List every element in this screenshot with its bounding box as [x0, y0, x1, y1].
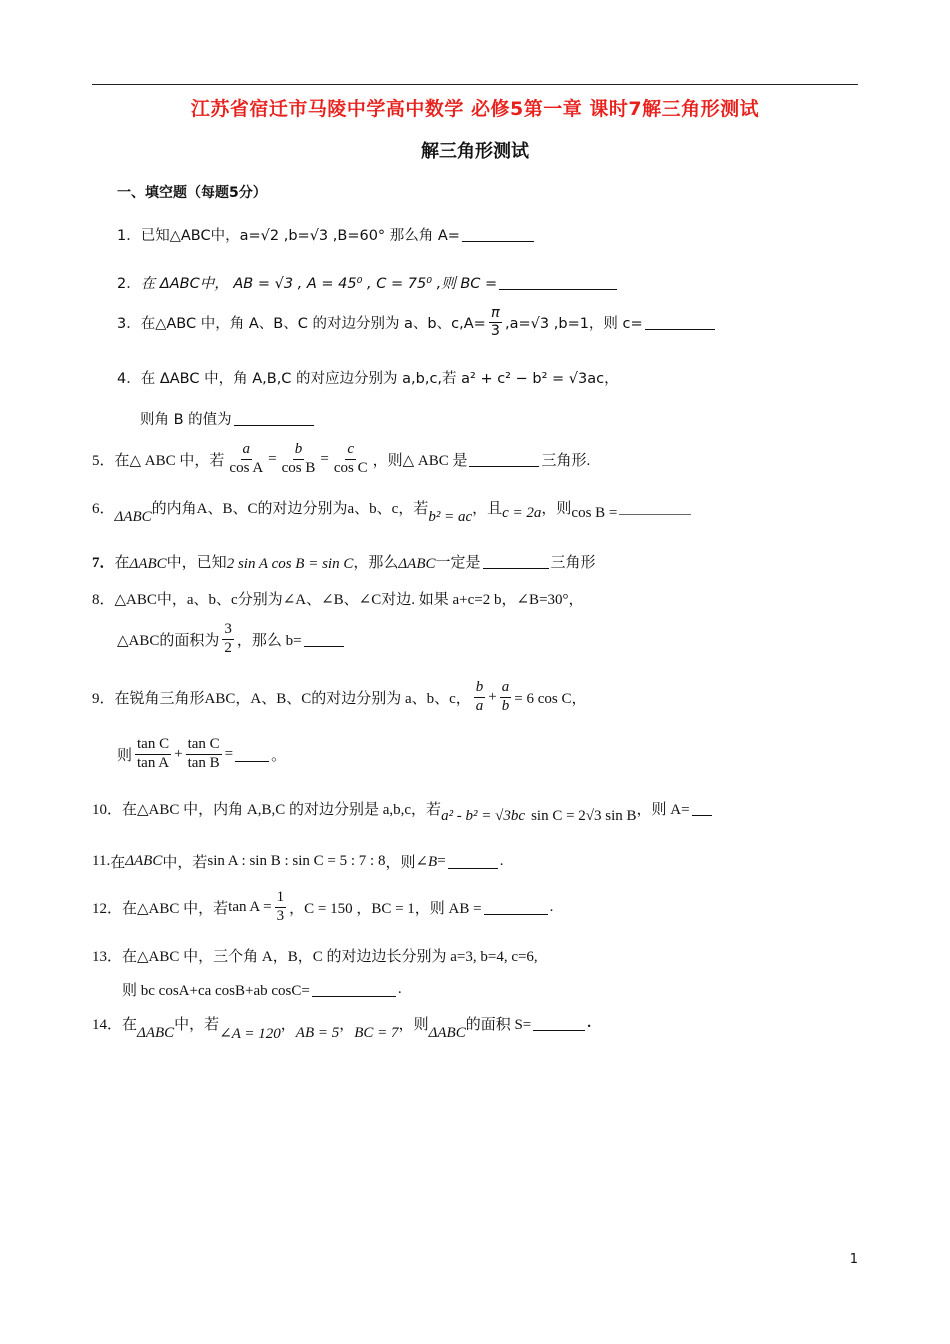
question-2	[117, 272, 619, 293]
question-text: 在 ΔABC 中，角 A,B,C 的对应边分别为 a,b,c,若 a² + c² − b² = √3ac，	[140, 371, 619, 387]
question-text-end: 三角形	[550, 555, 596, 571]
question-text: ，那么 b=	[236, 632, 302, 649]
question-text: 中，若	[174, 1017, 220, 1033]
question-text: ，那么	[353, 555, 399, 571]
answer-blank[interactable]	[645, 315, 715, 330]
question-text: ，则	[541, 501, 572, 517]
fraction-3-over-2: $\frac{3}{2}$	[224, 621, 232, 656]
fraction-1-over-3: $\frac{1}{3}$	[276, 889, 285, 924]
question-7	[92, 551, 596, 572]
question-number: 10．	[92, 802, 123, 818]
expression: sin C = 2√3 sin B	[531, 808, 637, 824]
triangle-abc: ΔABC	[398, 556, 436, 572]
fraction-c-cosC: $\frac{c}{\text{cos C}}$	[333, 441, 368, 476]
question-number: 12．	[92, 900, 123, 917]
expression: tan A =	[228, 898, 272, 915]
question-text: 一定是	[435, 555, 481, 571]
expression: 2 sin A cos B = sin C	[226, 556, 354, 572]
answer-blank[interactable]	[692, 801, 712, 816]
answer-blank[interactable]	[619, 500, 691, 515]
question-text: 的内角A、B、C的对边分别为a、b、c，若	[151, 501, 429, 517]
answer-blank[interactable]	[235, 747, 269, 762]
question-text-end: .	[499, 853, 504, 869]
answer-blank[interactable]	[533, 1016, 585, 1031]
question-text: 中，已知	[166, 555, 227, 571]
answer-blank[interactable]	[484, 900, 548, 915]
triangle-abc: ΔABC	[137, 1025, 175, 1041]
expression: a² - b² = √3bc	[441, 808, 526, 824]
question-text: = 6 cos C，	[514, 690, 587, 707]
expression: ∠A = 120	[219, 1026, 281, 1042]
question-1	[117, 224, 536, 245]
question-number: 4．	[117, 371, 141, 387]
expression: b² = ac	[428, 509, 473, 525]
document-subtitle: 解三角形测试	[421, 141, 529, 162]
question-text: 中，若	[162, 855, 208, 871]
question-11	[92, 851, 503, 872]
question-text: ，则 A=	[636, 802, 690, 818]
question-number: 3．	[117, 316, 141, 333]
question-text: ，则	[385, 855, 416, 871]
page-number: 1	[849, 1252, 858, 1267]
fraction-a-over-b: $\frac{a}{b}$	[501, 679, 510, 714]
fraction-a-cosA: $\frac{a}{\text{cos A}}$	[229, 441, 264, 476]
question-14: 14． 在 ΔABC 中，若 ∠A = 120 ， AB = 5 ， BC = 7 ，则 ΔABC 的面积 S= .	[92, 1015, 592, 1042]
question-number: 8．	[92, 592, 115, 608]
question-number: 7．	[92, 555, 115, 571]
question-text: 在△ABC 中，内角 A,B,C 的对边分别是 a,b,c，若	[122, 802, 442, 818]
question-number: 14．	[92, 1017, 123, 1033]
answer-blank[interactable]	[483, 554, 549, 569]
fraction-b-cosB: $\frac{b}{\text{cos B}}$	[281, 441, 316, 476]
question-text-end: 。	[271, 747, 287, 764]
answer-blank[interactable]	[312, 982, 396, 997]
question-text: ，且	[472, 501, 503, 517]
answer-blank[interactable]	[499, 275, 617, 290]
answer-blank[interactable]	[448, 854, 498, 869]
fraction-pi-over-3: $\frac{\pi}{3}$	[490, 305, 501, 340]
question-number: 2．	[117, 276, 141, 292]
question-text: 在△ABC 中，若	[122, 900, 229, 917]
question-text: 已知△ABC中，a=√2 ,b=√3 ,B=60° 那么角 A=	[140, 228, 460, 244]
question-number: 13．	[92, 949, 123, 965]
question-text-end: .	[587, 1015, 592, 1031]
question-number: 9．	[92, 690, 115, 707]
question-12	[92, 890, 553, 925]
question-4	[117, 367, 619, 388]
question-text: ，则△ ABC 是	[372, 452, 468, 469]
question-13	[92, 945, 538, 966]
question-text: 在锐角三角形ABC，A、B、C的对边分别为 a、b、c，	[114, 690, 471, 707]
question-text-end: .	[397, 981, 402, 997]
question-text: =	[437, 853, 446, 869]
expression: sin A : sin B : sin C = 5 : 7 : 8	[207, 853, 386, 869]
question-number: 5．	[92, 452, 115, 469]
question-8-line-2	[117, 622, 346, 657]
question-5: 5． 在△ ABC 中，若 $\frac{a}{\text{cos A}}$ = $\frac{b}{\text{cos B}}$ = $\frac{c}{\text{cos C}}$ ，则△ ABC 是 三角形.	[92, 441, 591, 476]
question-number: 11.	[92, 853, 111, 869]
question-text: 在△ ABC 中，若	[114, 452, 225, 469]
question-text-end: ,a=√3 ,b=1，则 c=	[505, 316, 643, 333]
question-9-line-2: 则 $\frac{\text{tan C}}{\text{tan A}}$ + $\frac{\text{tan C}}{\text{tan B}}$ = 。	[117, 736, 287, 771]
answer-blank[interactable]	[462, 227, 534, 242]
question-text: 在	[114, 555, 130, 571]
document-title: 江苏省宿迁市马陵中学高中数学 必修5第一章 课时7解三角形测试	[190, 98, 760, 120]
triangle-abc: ΔABC	[428, 1025, 466, 1041]
question-text: △ABC中，a、b、c分别为∠A、∠B、∠C对边. 如果 a+c=2 b，∠B=30°，	[114, 592, 584, 608]
question-number: 1．	[117, 228, 141, 244]
expression: cos B =	[571, 505, 618, 521]
question-text-end: 三角形.	[541, 452, 591, 469]
expression: ∠B	[415, 854, 438, 870]
expression: BC = 7	[354, 1025, 399, 1041]
question-8	[92, 588, 584, 609]
question-text: 的面积 S=	[465, 1017, 532, 1033]
triangle-abc: ΔABC	[114, 509, 152, 525]
answer-blank[interactable]	[304, 632, 344, 647]
question-text: ，则	[398, 1017, 429, 1033]
question-3	[117, 306, 717, 339]
header-rule	[92, 84, 858, 85]
fraction-b-over-a: $\frac{b}{a}$	[475, 679, 484, 714]
question-text: △ABC的面积为	[117, 632, 220, 649]
expression: c = 2a	[502, 505, 542, 521]
question-text: 则角 B 的值为	[140, 412, 232, 428]
question-text: 在	[122, 1017, 138, 1033]
section-heading: 一、填空题（每题5分）	[117, 185, 267, 201]
answer-blank[interactable]	[469, 452, 539, 467]
question-9: 9． 在锐角三角形ABC，A、B、C的对边分别为 a、b、c， $\frac{b}{a}$ + $\frac{a}{b}$ = 6 cos C，	[92, 679, 587, 714]
answer-blank[interactable]	[234, 411, 314, 426]
expression: AB = 5	[295, 1025, 340, 1041]
question-4-line-2	[140, 408, 316, 429]
triangle-abc: ΔABC	[129, 556, 167, 572]
question-text: 在△ABC 中，三个角 A，B，C 的对边边长分别为 a=3, b=4, c=6,	[122, 949, 538, 965]
question-13-line-2	[122, 979, 402, 1000]
question-text: 则	[117, 747, 133, 764]
triangle-abc: ΔABC	[125, 853, 163, 869]
question-text: 在 ΔABC中， AB = √3 , A = 45⁰ , C = 75⁰ ,则 BC =	[140, 276, 498, 292]
question-text: 在	[110, 855, 126, 871]
question-text: 则 bc cosA+ca cosB+ab cosC=	[122, 983, 310, 999]
question-6	[92, 497, 693, 525]
question-text-end: .	[549, 898, 554, 915]
question-10	[92, 798, 714, 824]
expression: ，C = 150 ，BC = 1，则 AB =	[289, 900, 482, 917]
question-text: =	[224, 745, 234, 762]
question-number: 6．	[92, 501, 115, 517]
question-text: 在△ABC 中，角 A、B、C 的对边分别为 a、b、c,A=	[140, 316, 486, 333]
fraction-tanC-tanB: $\frac{\text{tan C}}{\text{tan B}}$	[187, 736, 220, 771]
fraction-tanC-tanA: $\frac{\text{tan C}}{\text{tan A}}$	[137, 736, 170, 771]
